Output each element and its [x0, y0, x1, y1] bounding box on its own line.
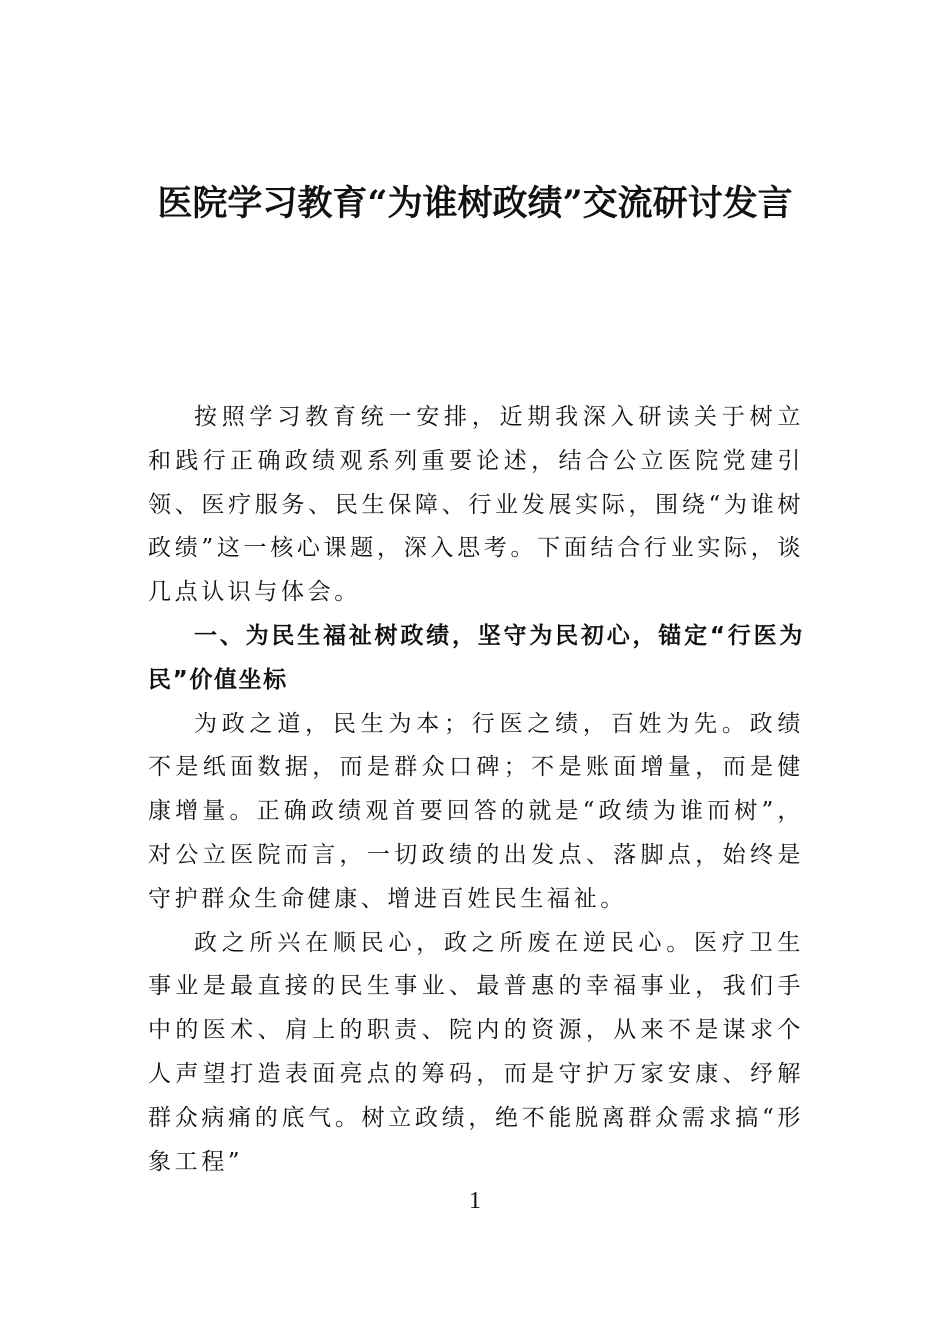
- section-heading-1: 一、为民生福祉树政绩，坚守为民初心，锚定“行医为民”价值坐标: [148, 622, 804, 693]
- paragraph-intro: 按照学习教育统一安排，近期我深入研读关于树立和践行正确政绩观系列重要论述，结合公立医院党建引领、医疗服务、民生保障、行业发展实际，围绕“为谁树政绩”这一核心课题，深入思考。下面结合行业实际，谈几点认识与体会。: [148, 404, 804, 606]
- paragraph-1: 为政之道，民生为本；行医之绩，百姓为先。政绩不是纸面数据，而是群众口碑；不是账面增量，而是健康增量。正确政绩观首要回答的就是“政绩为谁而树”，对公立医院而言，一切政绩的出发点、落脚点，始终是守护群众生命健康、增进百姓民生福祉。: [148, 710, 804, 912]
- document-body: [148, 396, 804, 1184]
- document-title: 医院学习教育“为谁树政绩”交流研讨发言: [157, 183, 793, 224]
- page-number: 1: [469, 1188, 481, 1214]
- paragraph-2: 政之所兴在顺民心，政之所废在逆民心。医疗卫生事业是最直接的民生事业、最普惠的幸福事业，我们手中的医术、肩上的职责、院内的资源，从来不是谋求个人声望打造表面亮点的筹码，而是守护万家安康、纾解群众病痛的底气。树立政绩，绝不能脱离群众需求搞“形象工程”: [148, 929, 804, 1175]
